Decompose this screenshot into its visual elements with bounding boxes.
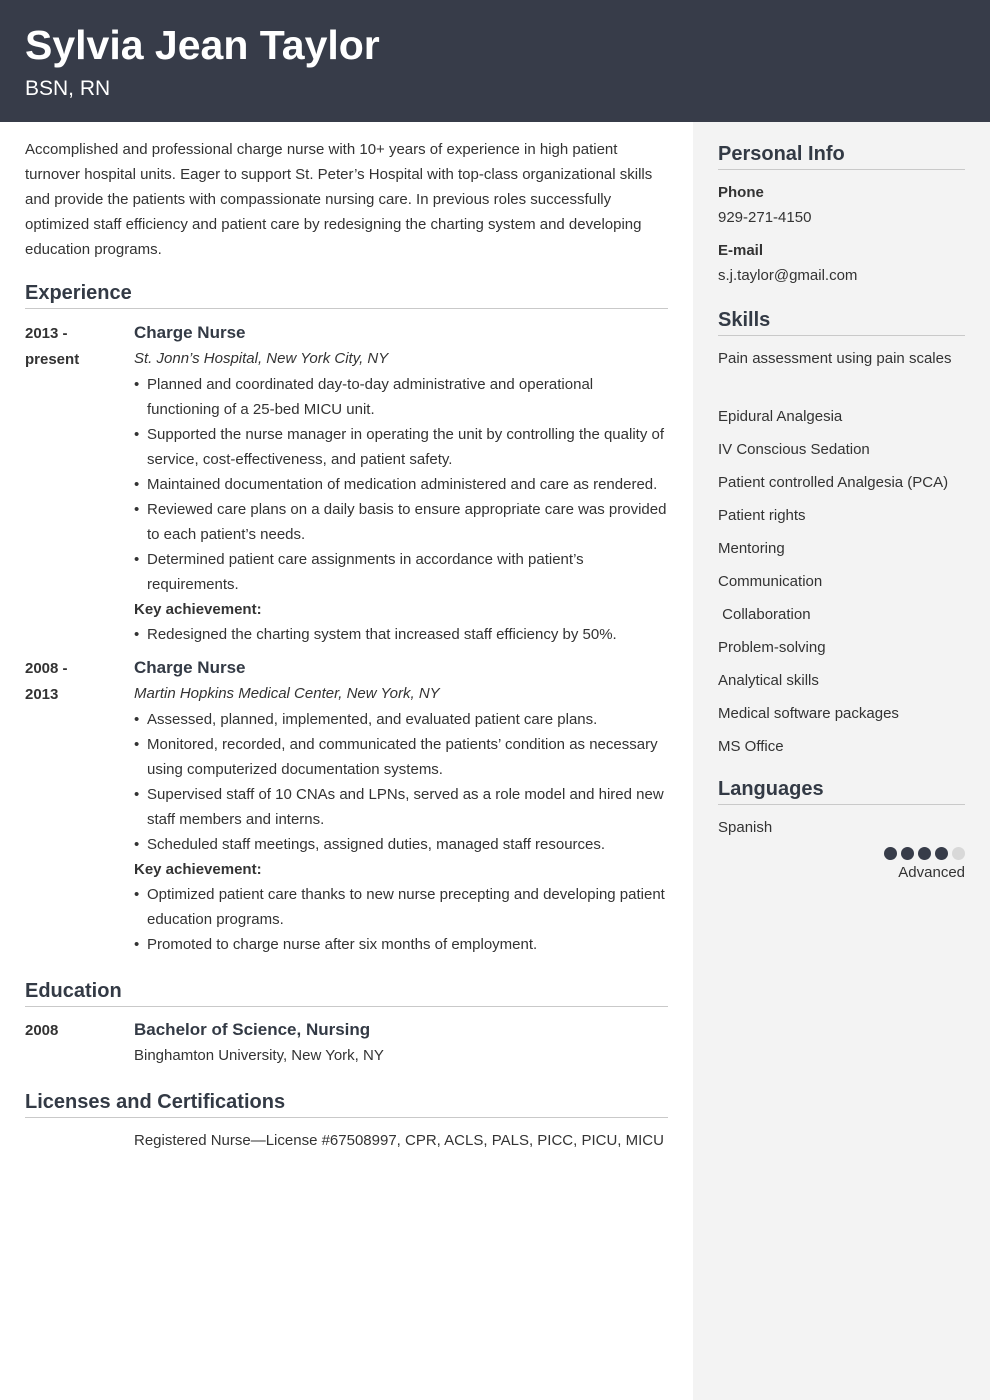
- job-title: Charge Nurse: [134, 658, 246, 677]
- education-date: 2008: [25, 1022, 59, 1039]
- skill-item: Mentoring: [718, 540, 785, 557]
- rating-dot-filled: [935, 847, 948, 860]
- skill-item: Problem-solving: [718, 639, 826, 656]
- job-entry: [25, 656, 668, 957]
- job-date-end: 2013: [25, 686, 59, 703]
- job-duty: • Monitored, recorded, and communicated the patients’ condition as necessary using computerized documentation systems.: [134, 732, 668, 782]
- job-dates: [25, 321, 134, 647]
- skill-item: IV Conscious Sedation: [718, 441, 870, 458]
- phone-label: Phone: [718, 184, 764, 201]
- achievements-list: [134, 622, 668, 647]
- job-duty: • Maintained documentation of medication administered and care as rendered.: [134, 472, 668, 497]
- job-details: [134, 656, 668, 957]
- education-entry: [25, 1018, 668, 1069]
- skill-item: Communication: [718, 573, 823, 590]
- job-duty: • Supported the nurse manager in operating the unit by controlling the quality of service, cost-effectiveness, and patient safety.: [134, 422, 668, 472]
- skill-item: Patient controlled Analgesia (PCA): [718, 474, 949, 491]
- licenses-text: Registered Nurse—License #67508997, CPR, ACLS, PALS, PICC, PICU, MICU: [134, 1132, 664, 1149]
- job-duty: • Determined patient care assignments in accordance with patient’s requirements.: [134, 547, 668, 597]
- achievements-list: [134, 882, 668, 957]
- job-dates: [25, 656, 134, 957]
- skill-item: Collaboration: [718, 606, 811, 623]
- rating-dot-filled: [918, 847, 931, 860]
- rating-dot-filled: [884, 847, 897, 860]
- skill-item: Analytical skills: [718, 672, 819, 689]
- main-column: [25, 137, 668, 1153]
- education-section: [25, 977, 668, 1069]
- job-duties-list: [134, 707, 668, 857]
- education-heading: Education: [25, 977, 668, 1007]
- job-duty: • Supervised staff of 10 CNAs and LPNs, served as a role model and hired new staff members and interns.: [134, 782, 668, 832]
- job-duties-list: [134, 372, 668, 597]
- sidebar: [693, 122, 990, 1400]
- languages-heading: Languages: [718, 775, 965, 805]
- job-date-start: 2008 -: [25, 660, 68, 677]
- experience-heading: Experience: [25, 279, 668, 309]
- resume-header: [0, 0, 990, 122]
- skills-heading: Skills: [718, 306, 965, 336]
- key-achievement-label: Key achievement:: [134, 601, 262, 618]
- education-school: Binghamton University, New York, NY: [134, 1047, 384, 1064]
- licenses-heading: Licenses and Certifications: [25, 1088, 668, 1118]
- job-date-end: present: [25, 351, 80, 368]
- licenses-section: [25, 1088, 668, 1153]
- job-employer: Martin Hopkins Medical Center, New York, NY: [134, 685, 440, 702]
- candidate-credentials: BSN, RN: [25, 77, 111, 100]
- email-label: E-mail: [718, 242, 764, 259]
- language-rating: [718, 847, 965, 860]
- skills-list: [718, 349, 965, 757]
- sidebar-content: [718, 140, 965, 883]
- rating-dot-filled: [901, 847, 914, 860]
- achievement: • Promoted to charge nurse after six months of employment.: [134, 932, 668, 957]
- job-duty: • Reviewed care plans on a daily basis to ensure appropriate care was provided to each patient’s needs.: [134, 497, 668, 547]
- job-duty: • Assessed, planned, implemented, and evaluated patient care plans.: [134, 707, 668, 732]
- education-degree: Bachelor of Science, Nursing: [134, 1020, 371, 1039]
- personal-info-heading: Personal Info: [718, 140, 965, 170]
- language-name: Spanish: [718, 819, 773, 836]
- rating-dot-empty: [952, 847, 965, 860]
- email-value: s.j.taylor@gmail.com: [718, 267, 858, 284]
- skill-item: Pain assessment using pain scales: [718, 350, 952, 367]
- job-duty: • Planned and coordinated day-to-day administrative and operational functioning of a 25-bed MICU unit.: [134, 372, 668, 422]
- achievement: • Optimized patient care thanks to new nurse precepting and developing patient education programs.: [134, 882, 668, 932]
- language-level: Advanced: [898, 864, 965, 881]
- skill-item: Epidural Analgesia: [718, 408, 843, 425]
- skill-item: Patient rights: [718, 507, 806, 524]
- candidate-name: Sylvia Jean Taylor: [25, 22, 380, 68]
- job-duty: • Scheduled staff meetings, assigned duties, managed staff resources.: [134, 832, 668, 857]
- experience-section: [25, 279, 668, 957]
- skill-item: Medical software packages: [718, 705, 899, 722]
- personal-info-section: [718, 140, 965, 286]
- job-employer: St. Jonn’s Hospital, New York City, NY: [134, 350, 389, 367]
- job-entry: [25, 321, 668, 647]
- languages-section: [718, 775, 965, 883]
- education-details: [134, 1018, 668, 1069]
- skills-section: [718, 306, 965, 757]
- job-details: [134, 321, 668, 647]
- job-date-start: 2013 -: [25, 325, 68, 342]
- skill-item: MS Office: [718, 738, 784, 755]
- achievement: • Redesigned the charting system that increased staff efficiency by 50%.: [134, 622, 668, 647]
- phone-value: 929-271-4150: [718, 209, 812, 226]
- summary-text: Accomplished and professional charge nurse with 10+ years of experience in high patient turnover hospital units. Eager to support St. Peter’s Hospital with top-class organizational skills and provide the patients with compassionate nursing care. In previous roles successfully optimized staff efficiency and patient care by redesigning the charting system and developing education programs.: [25, 141, 653, 258]
- key-achievement-label: Key achievement:: [134, 861, 262, 878]
- job-title: Charge Nurse: [134, 323, 246, 342]
